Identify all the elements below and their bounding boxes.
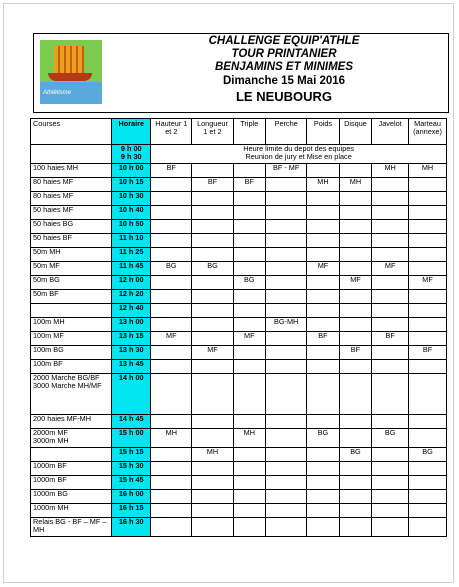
event-cell — [339, 164, 372, 178]
event-cell — [233, 415, 266, 429]
event-cell — [339, 192, 372, 206]
event-cell: MF — [192, 346, 233, 360]
title-tour: TOUR PRINTANIER — [231, 48, 337, 60]
event-cell — [307, 192, 340, 206]
event-cell: MH — [233, 429, 266, 448]
event-cell — [339, 429, 372, 448]
event-cell — [372, 304, 409, 318]
event-cell — [192, 415, 233, 429]
course-cell: 1000m BF — [31, 476, 112, 490]
event-cell — [409, 374, 447, 415]
event-cell — [409, 318, 447, 332]
logo-sail — [54, 46, 84, 74]
event-cell — [266, 490, 307, 504]
course-cell: 80 haies MF — [31, 178, 112, 192]
event-cell — [409, 504, 447, 518]
event-cell — [151, 276, 192, 290]
event-cell — [409, 262, 447, 276]
course-cell: 100m BG — [31, 346, 112, 360]
event-cell — [372, 490, 409, 504]
horaire-cell: 16 h 30 — [112, 518, 151, 537]
event-cell — [339, 415, 372, 429]
event-cell — [233, 448, 266, 462]
event-cell — [151, 518, 192, 537]
event-cell — [233, 234, 266, 248]
event-cell — [233, 318, 266, 332]
event-cell — [192, 290, 233, 304]
event-cell — [372, 346, 409, 360]
event-cell — [307, 206, 340, 220]
event-cell: BF — [151, 164, 192, 178]
table-row — [31, 476, 447, 490]
event-cell — [151, 290, 192, 304]
event-cell: BG — [372, 429, 409, 448]
event-cell — [266, 178, 307, 192]
course-cell: 100 haies MH — [31, 164, 112, 178]
event-cell — [192, 206, 233, 220]
table-row — [31, 290, 447, 304]
event-cell — [266, 276, 307, 290]
event-cell — [266, 192, 307, 206]
course-cell: 50m MF — [31, 262, 112, 276]
column-header: Marteau (annexe) — [409, 119, 447, 145]
course-cell: 2000m MF 3000m MH — [31, 429, 112, 448]
table-row — [31, 192, 447, 206]
event-cell — [307, 234, 340, 248]
event-cell — [339, 304, 372, 318]
course-cell: 50m BG — [31, 276, 112, 290]
table-row — [31, 318, 447, 332]
table-row — [31, 304, 447, 318]
event-cell: MH — [339, 178, 372, 192]
event-cell — [339, 248, 372, 262]
event-cell — [409, 220, 447, 234]
event-cell — [266, 462, 307, 476]
event-cell — [266, 504, 307, 518]
event-cell — [372, 290, 409, 304]
event-cell — [151, 220, 192, 234]
event-cell — [192, 234, 233, 248]
event-cell — [409, 415, 447, 429]
table-row — [31, 462, 447, 476]
event-cell — [233, 164, 266, 178]
course-cell: 1000m MH — [31, 504, 112, 518]
event-cell — [192, 476, 233, 490]
title-categories: BENJAMINS ET MINIMES — [214, 61, 353, 73]
event-cell — [409, 304, 447, 318]
event-cell — [151, 360, 192, 374]
event-cell: MF — [233, 332, 266, 346]
event-cell: BG — [233, 276, 266, 290]
course-cell — [31, 448, 112, 462]
table-row — [31, 248, 447, 262]
schedule-table — [30, 118, 447, 537]
event-cell — [266, 448, 307, 462]
event-cell — [233, 304, 266, 318]
event-cell — [151, 178, 192, 192]
course-cell: 50m MH — [31, 248, 112, 262]
event-cell — [372, 462, 409, 476]
event-cell — [233, 346, 266, 360]
column-header: Poids — [307, 119, 340, 145]
column-header: Horaire — [112, 119, 151, 145]
event-cell — [372, 276, 409, 290]
event-cell — [266, 429, 307, 448]
event-cell — [192, 490, 233, 504]
event-cell — [266, 476, 307, 490]
event-cell — [409, 476, 447, 490]
event-cell — [151, 346, 192, 360]
event-cell — [192, 462, 233, 476]
course-cell: 200 haies MF-MH — [31, 415, 112, 429]
event-cell — [307, 462, 340, 476]
event-cell — [192, 192, 233, 206]
event-cell — [233, 290, 266, 304]
course-cell: 100m MF — [31, 332, 112, 346]
horaire-cell: 16 h 00 — [112, 490, 151, 504]
event-cell: MF — [151, 332, 192, 346]
event-cell — [339, 374, 372, 415]
event-cell — [233, 248, 266, 262]
title-date: Dimanche 15 Mai 2016 — [222, 75, 346, 87]
table-body — [31, 145, 447, 537]
title-location: LE NEUBOURG — [235, 89, 333, 104]
event-cell — [372, 206, 409, 220]
course-cell: 100m BF — [31, 360, 112, 374]
event-cell: MF — [307, 262, 340, 276]
course-cell — [31, 145, 112, 164]
horaire-cell: 14 h 00 — [112, 374, 151, 415]
event-cell — [409, 518, 447, 537]
event-cell — [233, 374, 266, 415]
horaire-cell: 15 h 15 — [112, 448, 151, 462]
event-cell — [409, 332, 447, 346]
event-cell: BG — [151, 262, 192, 276]
event-cell — [266, 360, 307, 374]
event-cell — [192, 276, 233, 290]
course-cell: 50m BF — [31, 290, 112, 304]
event-cell — [339, 220, 372, 234]
event-cell — [307, 448, 340, 462]
event-cell — [266, 206, 307, 220]
event-cell — [409, 429, 447, 448]
column-header: Hauteur 1 et 2 — [151, 119, 192, 145]
event-cell — [409, 248, 447, 262]
table-row — [31, 346, 447, 360]
table-row — [31, 164, 447, 178]
event-cell: BG — [192, 262, 233, 276]
event-cell — [233, 206, 266, 220]
column-header: Javelot — [372, 119, 409, 145]
event-cell — [233, 360, 266, 374]
event-cell — [372, 415, 409, 429]
event-cell: BF — [409, 346, 447, 360]
event-cell — [266, 262, 307, 276]
event-cell — [192, 429, 233, 448]
event-cell: BG-MH — [266, 318, 307, 332]
event-cell — [266, 415, 307, 429]
event-cell — [233, 476, 266, 490]
event-cell — [409, 290, 447, 304]
event-cell — [372, 448, 409, 462]
event-cell — [151, 490, 192, 504]
horaire-cell: 13 h 45 — [112, 360, 151, 374]
event-cell — [233, 518, 266, 537]
event-cell — [339, 360, 372, 374]
event-cell — [339, 290, 372, 304]
event-cell — [307, 304, 340, 318]
event-cell — [266, 518, 307, 537]
table-row — [31, 374, 447, 415]
event-cell — [192, 332, 233, 346]
course-cell — [31, 304, 112, 318]
event-cell — [233, 220, 266, 234]
event-cell — [339, 504, 372, 518]
event-cell: MF — [409, 276, 447, 290]
event-cell — [372, 504, 409, 518]
event-cell — [266, 304, 307, 318]
event-cell — [372, 248, 409, 262]
column-header: Disque — [339, 119, 372, 145]
event-cell — [307, 476, 340, 490]
course-cell: 100m MH — [31, 318, 112, 332]
event-cell — [233, 462, 266, 476]
horaire-cell: 12 h 40 — [112, 304, 151, 318]
event-cell — [307, 346, 340, 360]
event-cell — [339, 476, 372, 490]
event-cell: MF — [372, 262, 409, 276]
event-cell — [409, 178, 447, 192]
event-cell — [372, 192, 409, 206]
column-header: Longueur 1 et 2 — [192, 119, 233, 145]
event-cell — [307, 360, 340, 374]
event-cell: MH — [151, 429, 192, 448]
event-cell — [339, 234, 372, 248]
event-cell — [233, 504, 266, 518]
course-cell: 50 haies MF — [31, 206, 112, 220]
event-cell — [266, 220, 307, 234]
table-row — [31, 145, 447, 164]
table-row — [31, 276, 447, 290]
table-row — [31, 332, 447, 346]
horaire-cell: 10 h 40 — [112, 206, 151, 220]
event-cell — [409, 192, 447, 206]
course-cell: 2000 Marche BG/BF 3000 Marche MH/MF — [31, 374, 112, 415]
event-cell: MF — [339, 276, 372, 290]
event-cell — [372, 178, 409, 192]
horaire-cell: 10 h 50 — [112, 220, 151, 234]
horaire-cell: 13 h 15 — [112, 332, 151, 346]
horaire-cell: 16 h 15 — [112, 504, 151, 518]
event-cell — [409, 206, 447, 220]
horaire-cell: 11 h 10 — [112, 234, 151, 248]
horaire-cell: 11 h 25 — [112, 248, 151, 262]
event-cell — [192, 248, 233, 262]
event-cell — [266, 248, 307, 262]
event-cell — [151, 304, 192, 318]
course-cell: 1000m BG — [31, 490, 112, 504]
horaire-cell: 15 h 00 — [112, 429, 151, 448]
event-cell — [266, 374, 307, 415]
event-cell — [372, 476, 409, 490]
note-cell: Heure limite du depot des equipes Reunion de jury et Mise en place — [151, 145, 447, 164]
event-cell — [307, 248, 340, 262]
table-row — [31, 429, 447, 448]
event-cell — [409, 490, 447, 504]
event-cell — [372, 518, 409, 537]
table-row — [31, 220, 447, 234]
event-cell — [151, 206, 192, 220]
event-cell — [307, 518, 340, 537]
event-cell — [372, 374, 409, 415]
event-cell — [151, 318, 192, 332]
event-cell: BF — [307, 332, 340, 346]
horaire-cell: 10 h 00 — [112, 164, 151, 178]
event-cell: MH — [372, 164, 409, 178]
event-cell: BG — [409, 448, 447, 462]
course-cell: 80 haies MF — [31, 192, 112, 206]
event-cell — [307, 318, 340, 332]
table-row — [31, 504, 447, 518]
event-cell — [307, 276, 340, 290]
event-cell — [307, 415, 340, 429]
event-cell: MH — [307, 178, 340, 192]
event-cell — [151, 234, 192, 248]
event-cell — [339, 318, 372, 332]
table-row — [31, 234, 447, 248]
table-row — [31, 178, 447, 192]
title-challenge: CHALLENGE EQUIP'ATHLE — [208, 35, 360, 47]
event-cell — [307, 374, 340, 415]
table-row — [31, 206, 447, 220]
horaire-cell: 10 h 15 — [112, 178, 151, 192]
event-cell: BF — [339, 346, 372, 360]
event-cell — [192, 374, 233, 415]
event-cell — [266, 346, 307, 360]
event-cell — [151, 374, 192, 415]
event-cell — [339, 206, 372, 220]
column-header: Triple — [233, 119, 266, 145]
table-row — [31, 360, 447, 374]
event-cell — [266, 290, 307, 304]
event-cell — [339, 518, 372, 537]
event-cell — [151, 448, 192, 462]
event-cell — [233, 192, 266, 206]
event-cell: BG — [339, 448, 372, 462]
horaire-cell: 13 h 30 — [112, 346, 151, 360]
event-cell — [307, 490, 340, 504]
event-cell — [339, 462, 372, 476]
event-cell — [409, 234, 447, 248]
event-cell: BF - MF — [266, 164, 307, 178]
event-cell — [151, 192, 192, 206]
course-cell: Relais BG - BF – MF –MH — [31, 518, 112, 537]
event-cell: MH — [192, 448, 233, 462]
event-cell — [192, 518, 233, 537]
horaire-cell: 13 h 00 — [112, 318, 151, 332]
table-row — [31, 448, 447, 462]
event-cell — [233, 262, 266, 276]
event-cell — [151, 462, 192, 476]
horaire-cell: 9 h 00 9 h 30 — [112, 145, 151, 164]
table-row — [31, 415, 447, 429]
event-cell — [339, 262, 372, 276]
event-cell: BF — [233, 178, 266, 192]
event-cell — [372, 360, 409, 374]
event-cell — [151, 248, 192, 262]
event-cell: BF — [192, 178, 233, 192]
event-cell: BF — [372, 332, 409, 346]
course-cell: 1000m BF — [31, 462, 112, 476]
event-cell — [233, 490, 266, 504]
event-cell — [372, 234, 409, 248]
course-cell: 50 haies BG — [31, 220, 112, 234]
event-cell: BG — [307, 429, 340, 448]
horaire-cell: 12 h 00 — [112, 276, 151, 290]
event-cell — [151, 415, 192, 429]
horaire-cell: 14 h 45 — [112, 415, 151, 429]
athletics-logo — [40, 40, 102, 104]
event-cell — [192, 220, 233, 234]
event-cell — [192, 318, 233, 332]
event-cell — [307, 290, 340, 304]
course-cell: 50 haies BF — [31, 234, 112, 248]
header-box — [33, 33, 449, 113]
event-cell — [307, 220, 340, 234]
logo-boat-hull — [48, 73, 92, 81]
event-cell — [307, 164, 340, 178]
event-cell — [409, 462, 447, 476]
logo-text: Athlétisme — [43, 90, 72, 96]
horaire-cell: 15 h 45 — [112, 476, 151, 490]
event-cell — [307, 504, 340, 518]
event-cell — [339, 490, 372, 504]
event-cell — [372, 318, 409, 332]
event-cell — [266, 332, 307, 346]
event-cell — [151, 476, 192, 490]
table-header-row — [31, 119, 447, 145]
horaire-cell: 10 h 30 — [112, 192, 151, 206]
event-cell: MH — [409, 164, 447, 178]
event-cell — [372, 220, 409, 234]
horaire-cell: 12 h 20 — [112, 290, 151, 304]
horaire-cell: 15 h 30 — [112, 462, 151, 476]
event-cell — [409, 360, 447, 374]
event-cell — [266, 234, 307, 248]
table-row — [31, 262, 447, 276]
event-cell — [192, 360, 233, 374]
table-row — [31, 490, 447, 504]
column-header: Perche — [266, 119, 307, 145]
event-cell — [192, 164, 233, 178]
column-header: Courses — [31, 119, 112, 145]
event-cell — [339, 332, 372, 346]
event-cell — [151, 504, 192, 518]
event-cell — [192, 504, 233, 518]
event-cell — [192, 304, 233, 318]
horaire-cell: 11 h 45 — [112, 262, 151, 276]
table-row — [31, 518, 447, 537]
